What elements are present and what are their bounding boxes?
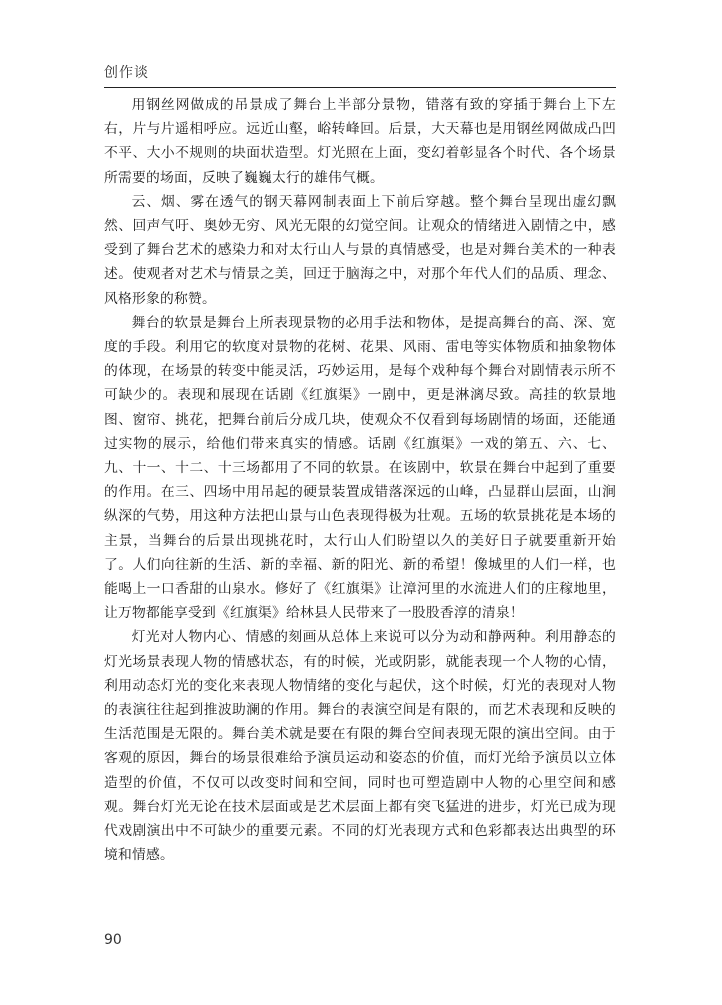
- running-header-title: 创作谈: [104, 65, 149, 81]
- paragraph: 云、烟、雾在透气的钢天幕网制表面上下前后穿越。整个舞台呈现出虚幻飘然、回声气吁、奥妙无穷、风光无限的幻觉空间。让观众的情绪进入剧情之中，感受到了舞台艺术的感染力和对太行山人与景的真情感受，也是对舞台美术的一种表述。使观者对艺术与情景之美，回迂于脑海之中，对那个年代人们的品质、理念、风格形象的称赞。: [104, 193, 616, 307]
- article-body: [104, 93, 616, 868]
- paragraph: 舞台的软景是舞台上所表现景物的必用手法和物体，是提高舞台的高、深、宽度的手段。利用它的软度对景物的花树、花果、风雨、雷电等实体物质和抽象物体的体现，在场景的转变中能灵活，巧妙运用，是每个戏种每个舞台对剧情表示所不可缺少的。表现和展现在话剧《红旗渠》一剧中，更是淋漓尽致。高挂的软景地图、窗帘、挑花，把舞台前后分成几块，使观众不仅看到每场剧情的场面，还能通过实物的展示，给他们带来真实的情感。话剧《红旗渠》一戏的第五、六、七、九、十一、十二、十三场都用了不同的软景。在该剧中，软景在舞台中起到了重要的作用。在三、四场中用吊起的硬景装置成错落深远的山峰，凸显群山层面，山涧纵深的气势，用这种方法把山景与山色表现得极为壮观。五场的软景挑花是本场的主景，当舞台的后景出现挑花时，太行山人们盼望以久的美好日子就要重新开始了。人们向往新的生活、新的幸福、新的阳光、新的希望！像城里的人们一样，也能喝上一口香甜的山泉水。修好了《红旗渠》让漳河里的水流进人们的庄稼地里，让万物都能享受到《红旗渠》给林县人民带来了一股股香淳的清泉！: [104, 314, 616, 622]
- paragraph: 用钢丝网做成的吊景成了舞台上半部分景物，错落有致的穿插于舞台上下左右，片与片遥相呼应。远近山壑，峪转峰回。后景，大天幕也是用钢丝网做成凸凹不平、大小不规则的块面状造型。灯光照在上面，变幻着彰显各个时代、各个场景所需要的场面，反映了巍巍太行的雄伟气概。: [104, 97, 616, 186]
- paragraph: 灯光对人物内心、情感的刻画从总体上来说可以分为动和静两种。利用静态的灯光场景表现人物的情感状态，有的时候，光或阴影，就能表现一个人物的心情，利用动态灯光的变化来表现人物情绪的变化与起伏，这个时候，灯光的表现对人物的表演往往起到推波助澜的作用。舞台的表演空间是有限的，而艺术表现和反映的生活范围是无限的。舞台美术就是要在有限的舞台空间表现无限的演出空间。由于客观的原因，舞台的场景很难给予演员运动和姿态的价值，而灯光给予演员以立体造型的价值，不仅可以改变时间和空间，同时也可塑造剧中人物的心里空间和感观。舞台灯光无论在技术层面或是艺术层面上都有突飞猛进的进步，灯光已成为现代戏剧演出中不可缺少的重要元素。不同的灯光表现方式和色彩都表达出典型的环境和情感。: [104, 629, 616, 864]
- page-number: 90: [104, 932, 122, 948]
- header-divider: [104, 87, 616, 88]
